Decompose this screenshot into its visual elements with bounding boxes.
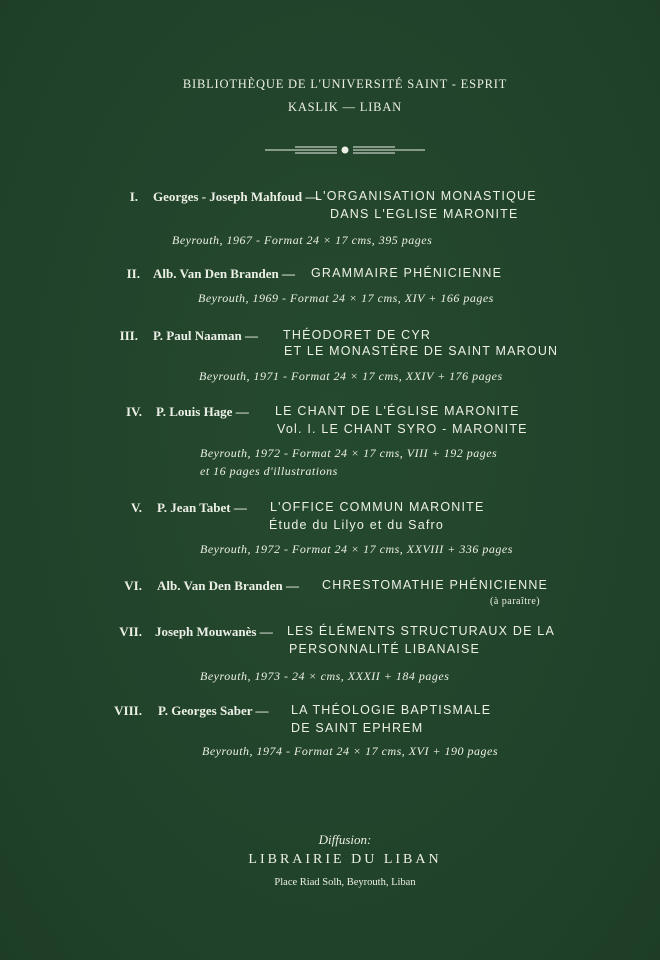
- entry-title: ET LE MONASTÈRE DE SAINT MAROUN: [284, 344, 559, 358]
- entry-title: (à paraître): [490, 596, 541, 607]
- entry-author: P. Jean Tabet —: [157, 500, 247, 515]
- entry-publication-info: Beyrouth, 1969 - Format 24 × 17 cms, XIV + 166 pages: [198, 291, 494, 305]
- entry-title: CHRESTOMATHIE PHÉNICIENNE: [322, 578, 549, 592]
- entry-numeral: VI.: [124, 578, 142, 593]
- entry-publication-info: Beyrouth, 1973 - 24 × cms, XXXII + 184 pages: [200, 669, 450, 683]
- entry-publication-info: Beyrouth, 1972 - Format 24 × 17 cms, XXVIII + 336 pages: [200, 542, 513, 556]
- entry-publication-info: Beyrouth, 1971 - Format 24 × 17 cms, XXIV + 176 pages: [199, 369, 503, 383]
- entry-title: GRAMMAIRE PHÉNICIENNE: [311, 266, 503, 280]
- entry-numeral: V.: [131, 500, 142, 515]
- library-location: KASLIK — LIBAN: [288, 100, 402, 114]
- entry-title: LA THÉOLOGIE BAPTISMALE: [291, 703, 492, 717]
- entry-title: L'OFFICE COMMUN MARONITE: [270, 500, 485, 514]
- entry-publication-info: Beyrouth, 1972 - Format 24 × 17 cms, VIII + 192 pages: [200, 446, 498, 460]
- entry-author: P. Georges Saber —: [158, 703, 269, 718]
- diffusion-label: Diffusion:: [318, 832, 372, 847]
- entry-author: P. Paul Naaman —: [153, 328, 258, 343]
- entry-publication-info: et 16 pages d'illustrations: [200, 464, 338, 478]
- entry-title: DANS L'EGLISE MARONITE: [330, 207, 519, 221]
- entry-publication-info: Beyrouth, 1967 - Format 24 × 17 cms, 395 pages: [172, 233, 433, 247]
- entry-publication-info: Beyrouth, 1974 - Format 24 × 17 cms, XVI + 190 pages: [202, 744, 499, 758]
- entry-author: Georges - Joseph Mahfoud —: [153, 189, 319, 204]
- entry-title: Étude du Lilyo et du Safro: [269, 518, 445, 532]
- entry-title: Vol. I. LE CHANT SYRO - MARONITE: [277, 422, 528, 436]
- entry-title: PERSONNALITÉ LIBANAISE: [289, 642, 481, 656]
- entry-numeral: IV.: [125, 404, 142, 419]
- ornament-divider: [265, 143, 425, 157]
- entry-title: DE SAINT EPHREM: [291, 721, 424, 735]
- publisher-address: Place Riad Solh, Beyrouth, Liban: [274, 877, 416, 888]
- entry-author: Joseph Mouwanès —: [155, 624, 273, 639]
- publisher-name: LIBRAIRIE DU LIBAN: [248, 852, 442, 867]
- entry-title: LE CHANT DE L'ÉGLISE MARONITE: [275, 404, 520, 418]
- library-name: BIBLIOTHÈQUE DE L'UNIVERSITÉ SAINT - ESPRIT: [182, 77, 508, 91]
- entry-numeral: II.: [126, 266, 140, 281]
- entry-author: Alb. Van Den Branden —: [153, 266, 295, 281]
- entry-author: Alb. Van Den Branden —: [157, 578, 299, 593]
- entry-author: P. Louis Hage —: [156, 404, 249, 419]
- entry-numeral: VIII.: [114, 703, 142, 718]
- entry-numeral: III.: [119, 328, 138, 343]
- entry-numeral: VII.: [119, 624, 142, 639]
- entry-title: LES ÉLÉMENTS STRUCTURAUX DE LA: [287, 624, 555, 638]
- entry-title: L'ORGANISATION MONASTIQUE: [315, 189, 537, 203]
- entry-numeral: I.: [129, 189, 138, 204]
- entry-title: THÉODORET DE CYR: [283, 328, 432, 342]
